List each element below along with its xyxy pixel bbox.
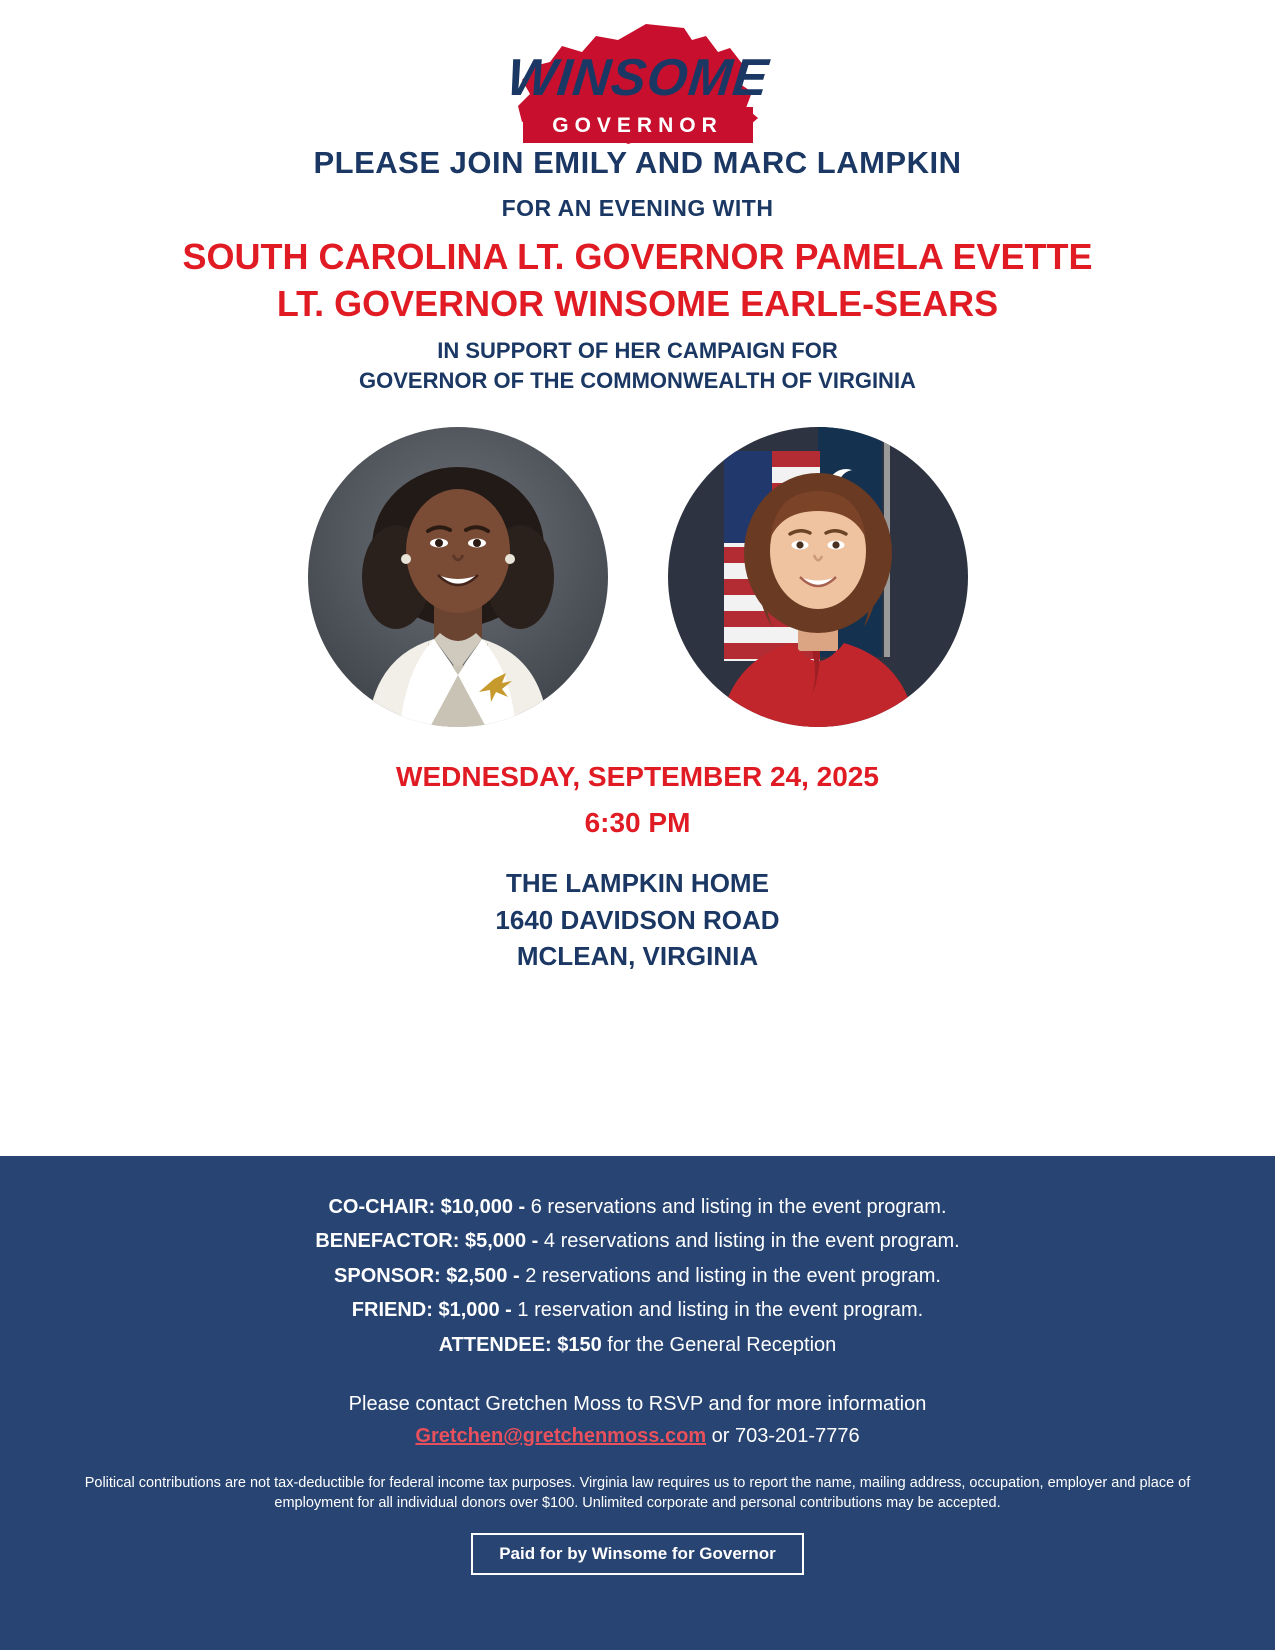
- event-details: [0, 761, 1275, 974]
- guest-of-honor-line: SOUTH CAROLINA LT. GOVERNOR PAMELA EVETTE: [182, 236, 1093, 277]
- event-date: WEDNESDAY, SEPTEMBER 24, 2025: [396, 761, 879, 793]
- tier-desc: for the General Reception: [601, 1333, 837, 1356]
- tier-desc: 4 reservations and listing in the event program.: [538, 1230, 960, 1253]
- support-line-2: GOVERNOR OF THE COMMONWEALTH OF VIRGINIA: [359, 367, 916, 393]
- candidate-line: LT. GOVERNOR WINSOME EARLE-SEARS: [276, 283, 999, 324]
- support-line-1: IN SUPPORT OF HER CAMPAIGN FOR: [437, 338, 838, 363]
- tier-row: [60, 1293, 1215, 1327]
- rsvp-block: [60, 1388, 1215, 1452]
- venue-street: 1640 DAVIDSON ROAD: [495, 904, 780, 935]
- portrait-winsome-earle-sears: [308, 427, 608, 727]
- logo-wordmark: WINSOME: [503, 49, 772, 107]
- tier-row: [60, 1190, 1215, 1224]
- rsvp-connector: or: [706, 1424, 736, 1447]
- venue-city: MCLEAN, VIRGINIA: [516, 941, 759, 972]
- legal-disclaimer: Political contributions are not tax-deductible for federal income tax purposes. Virginia law requires us to report the name, mailing address, occupation, employer and place of employment for all individual donors over $100. Unlimited corporate and personal contributions may be accepted.: [84, 1474, 1191, 1511]
- host-line: PLEASE JOIN EMILY AND MARC LAMPKIN: [313, 145, 962, 180]
- contribution-tiers: [60, 1190, 1215, 1362]
- tier-row: [60, 1328, 1215, 1362]
- tier-label: ATTENDEE: $150: [438, 1333, 602, 1356]
- tier-row: [60, 1259, 1215, 1293]
- tier-desc: 1 reservation and listing in the event program.: [511, 1299, 924, 1322]
- rsvp-line: Please contact Gretchen Moss to RSVP and for more information: [348, 1392, 927, 1415]
- logo-subtitle: GOVERNOR: [552, 114, 723, 137]
- evening-with-line: FOR AN EVENING WITH: [501, 195, 774, 221]
- tier-desc: 2 reservations and listing in the event program.: [519, 1264, 941, 1287]
- tier-label: CO-CHAIR: $10,000 -: [328, 1196, 526, 1218]
- portrait-pamela-evette: [668, 427, 968, 727]
- footer-panel: [0, 1156, 1275, 1650]
- rsvp-phone: 703-201-7776: [735, 1424, 860, 1447]
- tier-row: [60, 1224, 1215, 1258]
- invitation-headline-block: [0, 145, 1275, 395]
- venue-name: THE LAMPKIN HOME: [506, 868, 769, 899]
- event-time: 6:30 PM: [584, 807, 691, 839]
- tier-desc: 6 reservations and listing in the event program.: [525, 1196, 947, 1218]
- tier-label: FRIEND: $1,000 -: [351, 1299, 512, 1322]
- portrait-row: [0, 427, 1275, 727]
- tier-label: BENEFACTOR: $5,000 -: [315, 1230, 539, 1253]
- paid-for-box: Paid for by Winsome for Governor: [471, 1533, 804, 1575]
- tier-label: SPONSOR: $2,500 -: [334, 1264, 520, 1287]
- rsvp-email-link[interactable]: Gretchen@gretchenmoss.com: [415, 1424, 707, 1447]
- campaign-logo: [0, 0, 1275, 145]
